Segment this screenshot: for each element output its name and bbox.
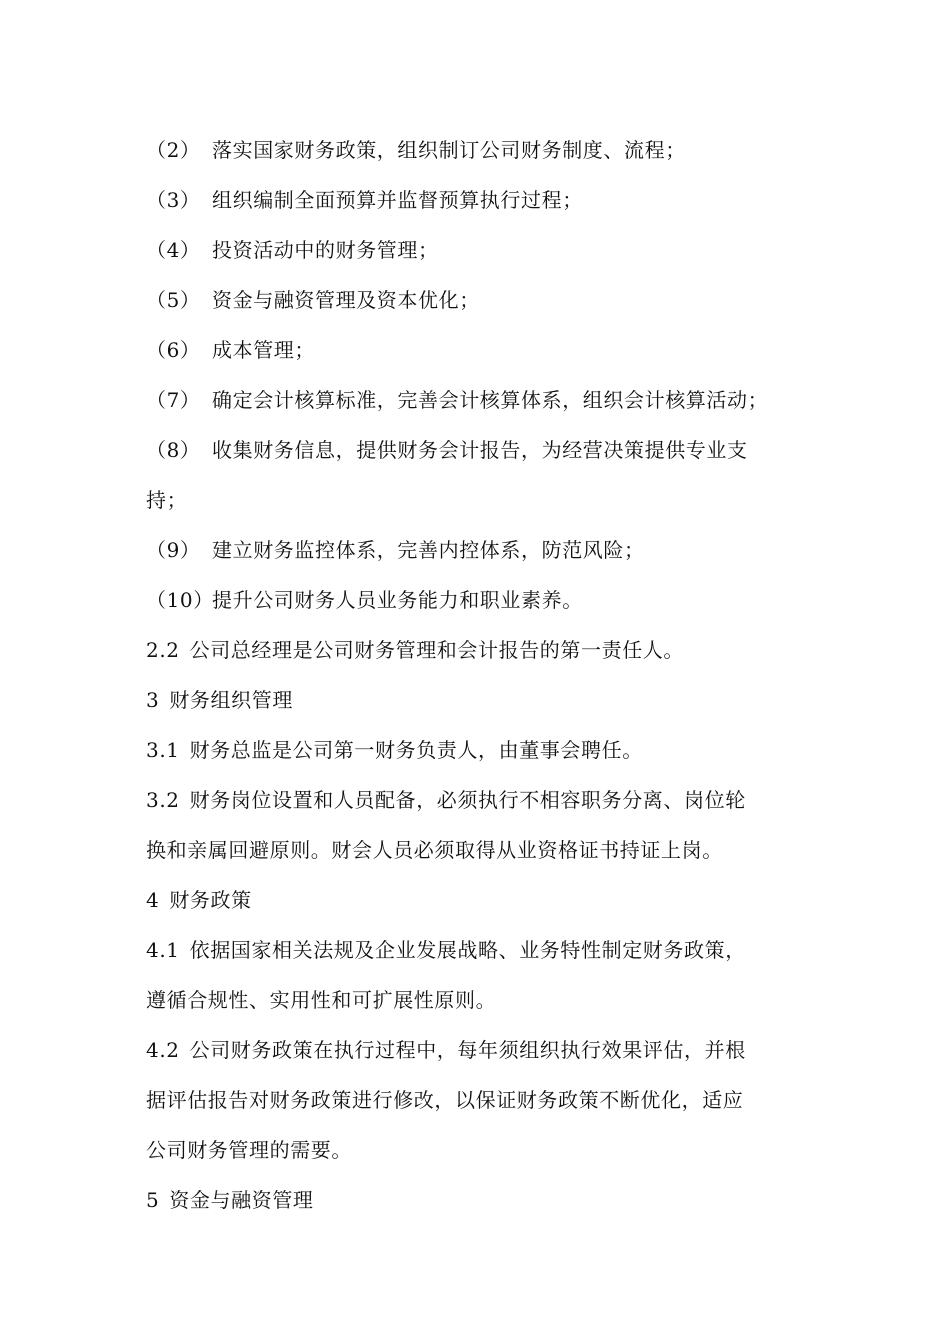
- clause-text: 据评估报告对财务政策进行修改，以保证财务政策不断优化，适应: [146, 1088, 744, 1112]
- item-number: （9）: [146, 538, 201, 562]
- list-item-10: [146, 588, 583, 612]
- item-text: 提升公司财务人员业务能力和职业素养。: [212, 588, 583, 612]
- item-number: （3）: [146, 188, 201, 212]
- section-number: 4: [146, 888, 160, 912]
- clause-text: 财务岗位设置和人员配备，必须执行不相容职务分离、岗位轮: [189, 788, 746, 812]
- item-text: 组织编制全面预算并监督预算执行过程；: [212, 188, 583, 212]
- clause-4-2-continued-1: [146, 1088, 743, 1112]
- item-text: 建立财务监控体系，完善内控体系，防范风险；: [212, 538, 645, 562]
- list-item-9: [146, 538, 645, 562]
- clause-number: 3.1: [146, 738, 180, 762]
- item-text: 确定会计核算标准，完善会计核算体系，组织会计核算活动；: [212, 388, 769, 412]
- clause-text: 公司财务政策在执行过程中，每年须组织执行效果评估，并根: [189, 1038, 746, 1062]
- item-text: 投资活动中的财务管理；: [212, 238, 439, 262]
- item-text: 落实国家财务政策，组织制订公司财务制度、流程；: [212, 138, 686, 162]
- section-heading-3: [146, 688, 293, 712]
- clause-2-2: [146, 638, 684, 662]
- clause-text: 换和亲属回避原则。财会人员必须取得从业资格证书持证上岗。: [146, 838, 723, 862]
- section-heading-4: [146, 888, 252, 912]
- item-text: 收集财务信息，提供财务会计报告，为经营决策提供专业支: [212, 438, 748, 462]
- item-number: （2）: [146, 138, 201, 162]
- clause-number: 4.1: [146, 938, 180, 962]
- clause-number: 2.2: [146, 638, 180, 662]
- clause-4-1: [146, 938, 746, 962]
- item-text: 成本管理；: [212, 338, 315, 362]
- clause-text: 财务总监是公司第一财务负责人，由董事会聘任。: [189, 738, 643, 762]
- clause-3-2-continued: [146, 838, 723, 862]
- clause-number: 4.2: [146, 1038, 180, 1062]
- list-item-7: [146, 388, 768, 412]
- clause-text: 公司财务管理的需要。: [146, 1138, 352, 1162]
- clause-text: 遵循合规性、实用性和可扩展性原则。: [146, 988, 497, 1012]
- list-item-2: [146, 138, 686, 162]
- item-number: （6）: [146, 338, 201, 362]
- section-title: 资金与融资管理: [169, 1188, 314, 1212]
- list-item-4: [146, 238, 439, 262]
- item-number: （4）: [146, 238, 201, 262]
- list-item-5: [146, 288, 480, 312]
- list-item-8-continued: [146, 488, 187, 512]
- section-number: 5: [146, 1188, 160, 1212]
- list-item-3: [146, 188, 583, 212]
- clause-4-2: [146, 1038, 746, 1062]
- clause-number: 3.2: [146, 788, 180, 812]
- section-heading-5: [146, 1188, 314, 1212]
- item-number: （8）: [146, 438, 201, 462]
- clause-3-2: [146, 788, 746, 812]
- clause-3-1: [146, 738, 643, 762]
- clause-4-1-continued: [146, 988, 496, 1012]
- item-number: （7）: [146, 388, 201, 412]
- clause-text: 依据国家相关法规及企业发展战略、业务特性制定财务政策，: [189, 938, 746, 962]
- item-number: （10）: [146, 588, 214, 612]
- item-number: （5）: [146, 288, 201, 312]
- list-item-8: [146, 438, 748, 462]
- list-item-6: [146, 338, 315, 362]
- clause-4-2-continued-2: [146, 1138, 352, 1162]
- section-number: 3: [146, 688, 160, 712]
- item-text: 资金与融资管理及资本优化；: [212, 288, 480, 312]
- item-text: 持；: [146, 488, 188, 512]
- clause-text: 公司总经理是公司财务管理和会计报告的第一责任人。: [189, 638, 685, 662]
- section-title: 财务组织管理: [169, 688, 293, 712]
- section-title: 财务政策: [169, 888, 252, 912]
